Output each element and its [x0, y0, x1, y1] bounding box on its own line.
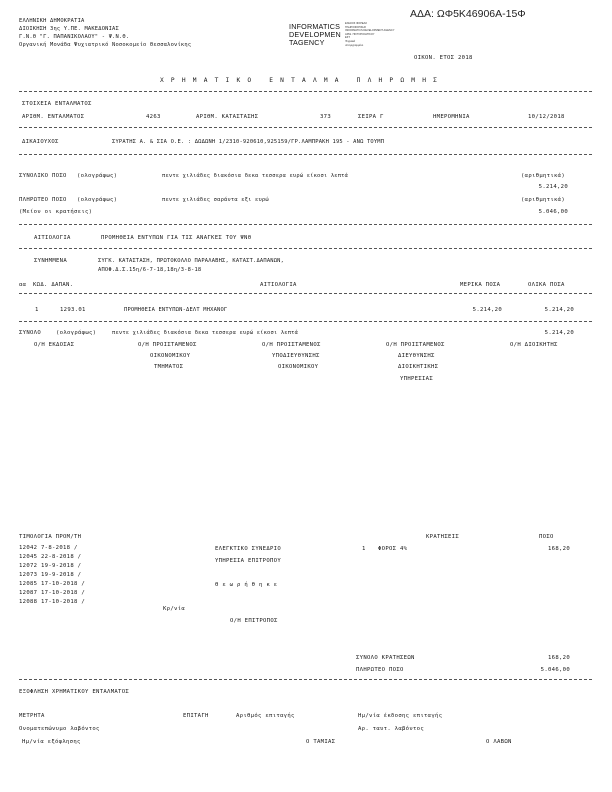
withholdings-label: ΚΡΑΤΗΣΕΙΣ [426, 534, 460, 540]
logo-line-1: INFORMATICS [289, 22, 341, 31]
signature-issuer: Ο/Η ΕΚΔΟΣΑΣ [34, 342, 75, 348]
total-in-words: πεντε χιλιάδες διακόσια δεκα τεσσερα ευρώ είκοσι λεπτά [162, 173, 349, 179]
sum-in-words: πεντε χιλιάδες διακόσια δεκα τεσσερα ευρώ είκοσι λεπτά [112, 330, 299, 336]
signature-directorate-head: Ο/Η ΠΡΟΙΣΤΑΜΕΝΟΣ [386, 342, 445, 348]
invoice-row: 12087 17-10-2018 / [19, 590, 86, 596]
beneficiary-name: ΣΥΡΑΤΗΣ Α. & ΣΙΑ Ο.Ε. : ΔΩΔΩΝΗ 1/2310-920610,925159/ΓΡ.ΛΑΜΠΡΑΚΗ 195 - ΑΝΩ ΤΟΥΜΠ [112, 139, 385, 145]
withholding-item-amount: 168,20 [547, 546, 570, 552]
payable-amount-label: ΠΛΗΡΩΤΕΟ ΠΟΣΟ [19, 197, 67, 203]
logo-line-3: TAGENCY [289, 38, 325, 47]
signature-director: Ο/Η ΔΙΟΙΚΗΤΗΣ [510, 342, 558, 348]
payee-id-label: Αρ. ταυτ. λαβόντος [358, 726, 425, 732]
withholding-item-number: 1 [362, 546, 366, 552]
receipt-title: ΕΞΟΦΛΗΣΗ ΧΡΗΜΑΤΙΚΟΥ ΕΝΤΑΛΜΑΤΟΣ [19, 689, 130, 695]
divider [19, 679, 592, 680]
column-total-amounts: ΟΛΙΚΑ ΠΟΣΑ [528, 282, 565, 288]
page-title: ΧΡΗΜΑΤΙΚΟ ΕΝΤΑΛΜΑ ΠΛΗΡΩΜΗΣ [160, 77, 445, 84]
ada-number: ΑΔΑ: ΩΦ5Κ46906Α-15Φ [410, 8, 526, 20]
audit-checked: Θ ε ω ρ ή θ η κ ε [215, 582, 278, 588]
signature-directorate-line-4: ΥΠΗΡΕΣΙΑΣ [400, 376, 434, 382]
logo-line-2: DEVELOPMEN [289, 30, 341, 39]
withholdings-total: 168,20 [547, 655, 570, 661]
fiscal-year: ΟΙΚΟΝ. ΕΤΟΣ 2018 [414, 55, 473, 61]
row-aa: 1 [35, 307, 39, 313]
sum-in-words-label: (ολογράφως) [56, 330, 97, 336]
logo-fine-print: ΕΝΙΑΙΟΣ ΦΟΡΕΑΣ ΠΛΗΡΟΦΟΡΙΚΗΣ INFORMATICS DEVELOPMENT AGENCY ΑΡΙΘ. ΠΙΣΤΟΠΟΙΗΤΙΚΟΥ ΕΣΤ Ψηφιακά υπογεγραμμένο [345, 22, 395, 47]
list-number-label: ΑΡΙΘΜ. ΚΑΤΑΣΤΑΣΗΣ [196, 114, 259, 120]
withholding-item-name: ΦΟΡΟΣ 4% [378, 546, 408, 552]
audit-court-label: ΕΛΕΓΚΤΙΚΟ ΣΥΝΕΔΡΙΟ [215, 546, 282, 552]
payee-name-label: Ονοματεπώνυμο λαβόντος [19, 726, 100, 732]
invoices-label: ΤΙΜΟΛΟΓΙΑ ΠΡΟΜ/ΤΗ [19, 534, 82, 540]
in-words-label: (ολογράφως) [77, 197, 118, 203]
supporting-docs-label: ΣΥΝΗΜΜΕΝΑ [34, 258, 68, 264]
signature-subdirectorate-line-3: ΟΙΚΟΝΟΜΙΚΟΥ [278, 364, 319, 370]
invoice-row: 12042 7-8-2018 / [19, 545, 78, 551]
column-reason: ΑΙΤΙΟΛΟΓΙΑ [260, 282, 297, 288]
numeric-label: (αριθμητικά) [521, 173, 566, 179]
issuer-line-2: ΔΙΟΙΚΗΣΗ 3ης Υ.ΠΕ. ΜΑΚΕΔΟΝΙΑΣ [19, 26, 119, 32]
cheque-number-label: Αριθμός επιταγής [236, 713, 295, 719]
payable-note: (Μείον οι κρατήσεις) [19, 209, 93, 215]
sum-label: ΣΥΝΟΛΟ [19, 330, 42, 336]
cashier-label: Ο ΤΑΜΙΑΣ [306, 739, 336, 745]
invoice-row: 12045 22-8-2018 / [19, 554, 82, 560]
row-partial-amount: 5.214,20 [472, 307, 502, 313]
recipient-label: Ο ΛΑΒΩΝ [486, 739, 512, 745]
signature-subdirectorate-line-2: ΥΠΟΔΙΕΥΘΥΝΣΗΣ [272, 353, 320, 359]
invoice-row: 12085 17-10-2018 / [19, 581, 86, 587]
justification-text: ΠΡΟΜΗΘΕΙΑ ΕΝΤΥΠΩΝ ΓΙΑ ΤΙΣ ΑΝΑΓΚΕΣ ΤΟΥ ΨΝΘ [101, 235, 252, 241]
order-number: 4263 [146, 114, 161, 120]
issuer-line-1: ΕΛΛΗΝΙΚΗ ΔΗΜΟΚΡΑΤΙΑ [19, 18, 85, 24]
withholdings-amount-label: ΠΟΣΟ [539, 534, 554, 540]
signature-finance-line-3: ΤΜΗΜΑΤΟΣ [154, 364, 184, 370]
total-amount-label: ΣΥΝΟΛΙΚΟ ΠΟΣΟ [19, 173, 67, 179]
justification-label: ΑΙΤΙΟΛΟΓΙΑ [34, 235, 71, 241]
row-total-amount: 5.214,20 [544, 307, 574, 313]
audit-commissioner: Ο/Η ΕΠΙΤΡΟΠΟΣ [230, 618, 278, 624]
invoice-row: 12088 17-10-2018 / [19, 599, 86, 605]
supporting-docs-line-1: ΣΥΓΚ. ΚΑΤΑΣΤΑΣΗ, ΠΡΩΤΟΚΟΛΛΟ ΠΑΡΑΛΑΒΗΣ, ΚΑΤΑΣΤ.ΔΑΠΑΝΩΝ, [98, 258, 285, 264]
signature-directorate-line-3: ΔΙΟΙΚΗΤΙΚΗΣ [398, 364, 439, 370]
in-words-label: (ολογράφως) [77, 173, 118, 179]
divider [19, 321, 592, 322]
sum-amount: 5.214,20 [544, 330, 574, 336]
payment-method-cash: ΜΕΤΡΗΤΑ [19, 713, 45, 719]
summary-payable: 5.046,00 [540, 667, 570, 673]
digital-signature-logo [289, 22, 395, 52]
cheque-date-label: Ημ/νία έκδοσης επιταγής [358, 713, 443, 719]
signature-subdirectorate-head: Ο/Η ΠΡΟΙΣΤΑΜΕΝΟΣ [262, 342, 321, 348]
signature-directorate-line-2: ΔΙΕΥΘΥΝΣΗΣ [398, 353, 435, 359]
order-number-label: ΑΡΙΘΜ. ΕΝΤΑΛΜΑΤΟΣ [22, 114, 85, 120]
paid-date-label: Ημ/νία εξόφλησης [22, 739, 81, 745]
details-section-label: ΣΤΟΙΧΕΙΑ ΕΝΤΑΛΜΑΤΟΣ [22, 101, 92, 107]
date-label: ΗΜΕΡΟΜΗΝΙΑ [433, 114, 470, 120]
payable-amount: 5.046,00 [538, 209, 568, 215]
divider [19, 91, 592, 92]
audit-service-label: ΥΠΗΡΕΣΙΑ ΕΠΙΤΡΟΠΟΥ [215, 558, 282, 564]
beneficiary-label: ΔΙΚΑΙΟΥΧΟΣ [22, 139, 59, 145]
audit-date-label: Κρ/νία [163, 606, 186, 612]
withholdings-total-label: ΣΥΝΟΛΟ ΚΡΑΤΗΣΕΩΝ [356, 655, 415, 661]
payable-in-words: πεντε χιλιάδες σαράντα εξι ευρώ [162, 197, 269, 203]
divider [19, 293, 592, 294]
divider [19, 248, 592, 249]
numeric-label: (αριθμητικά) [521, 197, 566, 203]
row-expense-code: 1293.01 [60, 307, 86, 313]
divider [19, 154, 592, 155]
divider [19, 127, 592, 128]
series-label: ΣΕΙΡΑ Γ [358, 114, 384, 120]
total-amount: 5.214,20 [538, 184, 568, 190]
issuer-line-3: Γ.Ν.Θ "Γ. ΠΑΠΑΝΙΚΟΛΑΟΥ" - Ψ.Ν.Θ. [19, 34, 130, 40]
signature-finance-head: Ο/Η ΠΡΟΙΣΤΑΜΕΝΟΣ [138, 342, 197, 348]
divider [19, 224, 592, 225]
list-number: 373 [320, 114, 332, 120]
column-aa: αα [19, 282, 27, 288]
issuer-line-4: Οργανική Μονάδα Ψυχιατρικό Νοσοκομείο Θεσσαλονίκης [19, 42, 192, 48]
column-expense-code: ΚΩΔ. ΔΑΠΑΝ. [33, 282, 74, 288]
invoice-row: 12073 19-9-2018 / [19, 572, 82, 578]
column-partial-amounts: ΜΕΡΙΚΑ ΠΟΣΑ [460, 282, 501, 288]
order-date: 10/12/2018 [528, 114, 565, 120]
signature-finance-line-2: ΟΙΚΟΝΟΜΙΚΟΥ [150, 353, 191, 359]
summary-payable-label: ΠΛΗΡΩΤΕΟ ΠΟΣΟ [356, 667, 404, 673]
row-reason: ΠΡΟΜΗΘΕΙΑ ΕΝΤΥΠΩΝ-ΔΕΛΤ ΜΗΧΑΝΟΓ [124, 307, 228, 313]
invoice-row: 12072 19-9-2018 / [19, 563, 82, 569]
supporting-docs-line-2: ΑΠΟΦ.Δ.Σ.15η/6-7-18,18η/3-8-18 [98, 267, 202, 273]
payment-method-cheque: ΕΠΙΤΑΓΗ [183, 713, 209, 719]
